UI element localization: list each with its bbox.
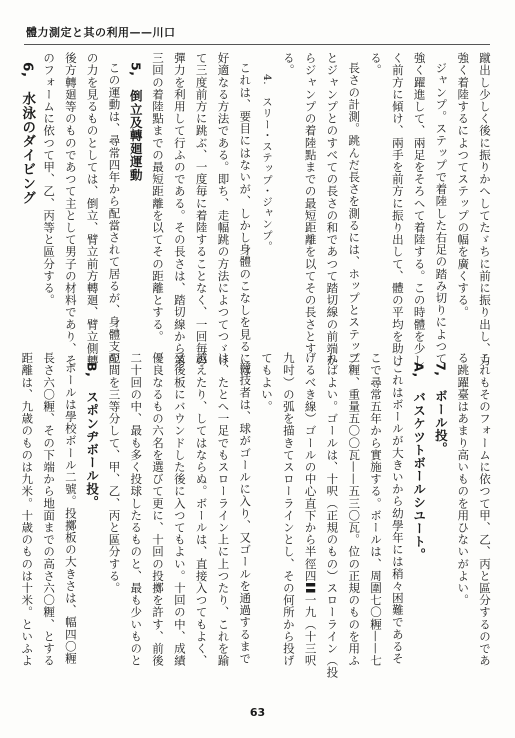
text-column: る。 [369,52,384,77]
text-column: く前方に傾け、兩手を前方に振り出して、體の平均を助け [390,52,405,367]
text-column: ればよい。ゴールは、十呎（正規のもの）スローライン（投 [325,352,340,679]
text-column: 距離は、九歳のものは九米。十歳のものは十米。といふよ [20,352,35,667]
text-column: の力を見るものとしては、倒立、臂立前方轉廻、臂立側轉 [85,52,100,367]
text-column: 彈力を利用して行ふのである。その長さは、踏切線から第 [172,52,187,367]
text-column: 三回の着陸點までの最短距離を以てその距離とする。 [151,52,166,343]
text-column: 長さ六〇糎、その下端から地面までの高さ六〇糎、とする [42,352,57,667]
text-column: とジャンプとのすべての長さの和であつて踏切線の前端か [325,52,340,367]
text-column: る。 [281,52,296,77]
section-heading: 6, 水泳のダイビング [19,62,36,205]
text-column: 九吋）の弧を描きてスローラインとし、その何所から投げ [281,352,296,667]
page-number: 63 [249,706,266,719]
text-column: は、たとへ一足でもスローライン上に上つたり、これを踰 [216,352,231,667]
text-block-upper [19,52,495,377]
text-column: 二十回の中、最も多く投球したるものと、最も少いものと [129,352,144,667]
section-heading: B, スポンヂボール投。 [84,362,100,509]
text-column: らジャンプの着陸點までの最短距離を以てその長さとす [303,52,318,355]
text-column: ジャンプ。ステップで着陸した右足の踏み切りによつて [434,62,449,365]
text-column: 好適なる方法である。即ち、走幅跳の方法によつてつゞけ [216,52,231,367]
section-heading: 5, 倒立及轉廻運動 [128,62,144,182]
running-title: 體力測定と其の利用——川口 [26,26,176,39]
text-column: 越えたり、してはならぬ。ボールは、直接入つてもよく、 [194,352,209,667]
text-column: 競技者は、球がゴールに入り、又ゴールを通過するまで [238,362,253,665]
text-column: これはボールが大きいから幼學年には稍々困難であるそ [390,362,405,665]
header-rule [24,44,490,45]
text-column: ボールは學校ボール二號。投擲板の大きさは、幅四〇糎 [63,362,78,665]
text-column: 後方轉廻等のものであつて主として男子の材料であり、そ [63,52,78,367]
section-heading: A, バスケツトボールシユート。 [411,362,427,562]
text-column: これもそのフォームに依つて甲、乙、丙と區分するのであ [478,352,492,667]
text-column: この運動は、尋常四年から配當されて居るが、身體支配 [107,62,122,365]
text-column: 二糎、重量五〇〇瓦——五三〇瓦。位の正規のものを用ふ [347,352,362,667]
text-column: こで尋常五年から實施する。ボールは、周圍七〇糎——七 [369,352,384,667]
text-column: 強く躍進して、兩足をそろへて着陸する。この時體を少し [412,52,427,367]
text-column: 強く着陸するによつてステップの幅を廣くする。 [456,52,471,319]
text-column: て三度前方に跳ぶ、一度毎に着陸することなく、一回毎の [194,52,209,367]
text-column: 長さの計測。跳んだ長さを測るには、ホップとステップ [347,62,362,365]
text-column: これは、要目にはないが、しかし身體のこなしを見るには [238,62,253,377]
text-column: の間を三等分して、甲、乙、丙と區分する。 [107,352,122,594]
section-heading: 7, ボール投。 [433,362,449,456]
text-column: てもよい。 [260,352,275,413]
text-column: 蹴出し少しく後に振りかへしてたゞちに前に振り出し、力 [478,52,492,367]
text-column: 4. スリー・ステップ・ジャンプ。 [261,74,274,252]
text-column: のフォームに依つて甲、乙、丙等と區分する。 [42,52,57,307]
text-block-lower [20,352,495,679]
text-column: 優良なるもの六名を選びて更に、十回の投擲を許す、前後 [151,352,166,667]
text-column: 又後板にバウンドした後に入つてもよい。十回の中、成績 [172,352,187,667]
text-column: げるべき線）ゴールの中心直下から半徑四〓一九（十三呎 [303,352,318,667]
text-column: る跳躍臺はあまり高いものを用ひないがよい。 [456,352,471,607]
